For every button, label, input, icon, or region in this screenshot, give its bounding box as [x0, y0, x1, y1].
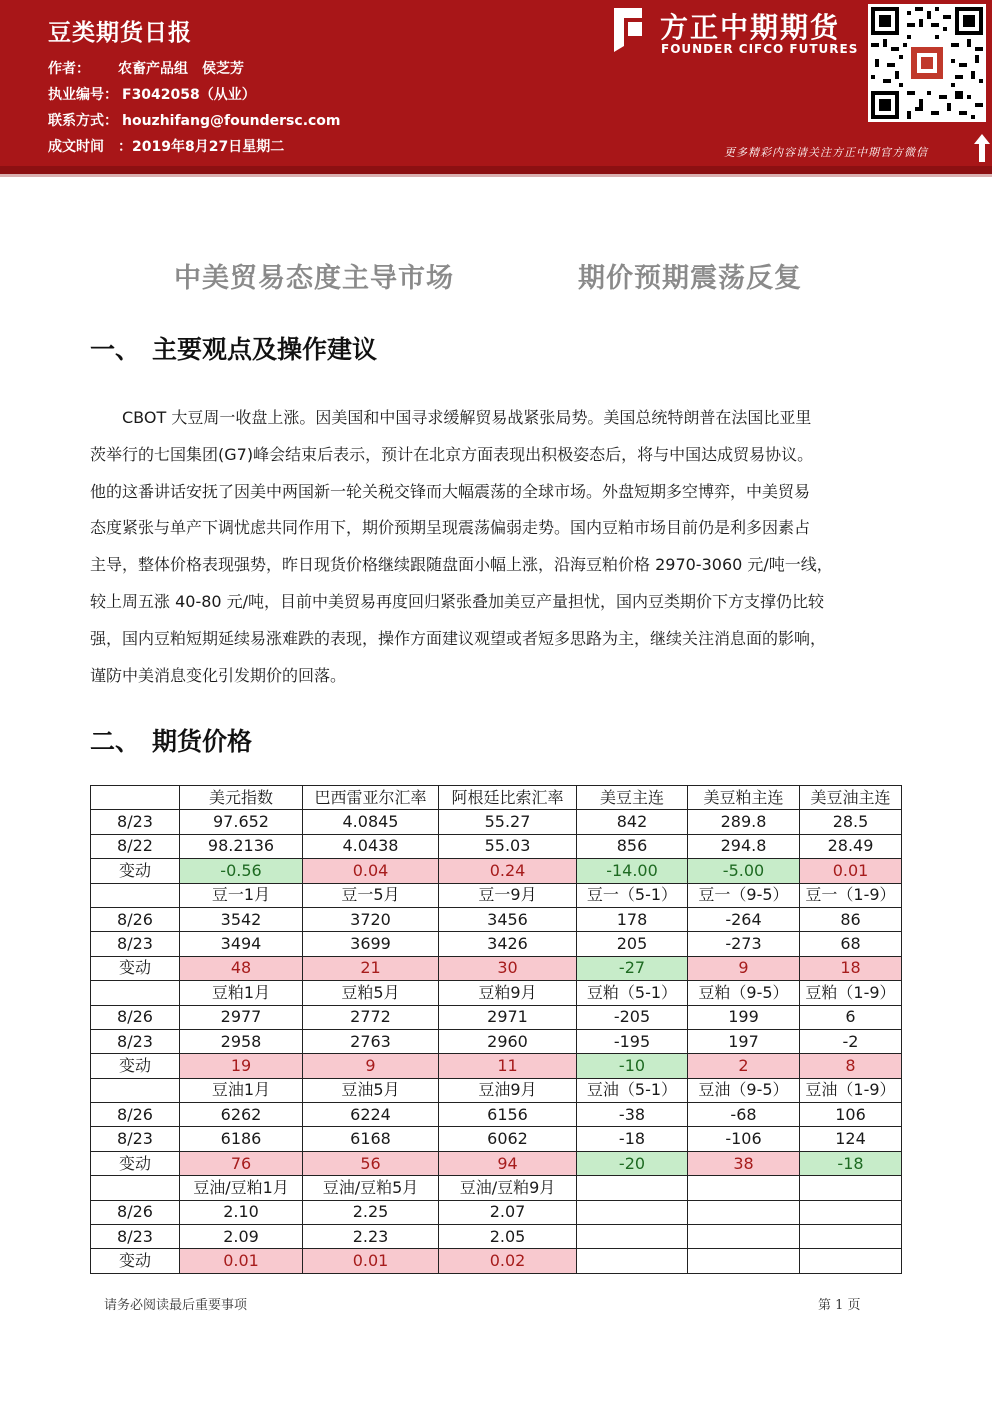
table-cell: 阿根廷比索汇率	[439, 786, 577, 810]
header-divider	[0, 166, 992, 174]
table-cell: 豆油（1-9）	[800, 1078, 902, 1102]
paragraph-line: 茨举行的七国集团(G7)峰会结束后表示，预计在北京方面表现出积极姿态后，将与中国达成贸易协议。	[90, 444, 814, 464]
date-line	[48, 136, 284, 156]
headline-right: 期价预期震荡反复	[578, 263, 802, 294]
row-label-cell: 变动	[91, 956, 180, 980]
row-label-cell: 8/26	[91, 1103, 180, 1127]
table-cell: -264	[688, 907, 800, 931]
contact-line	[48, 110, 341, 130]
table-cell: 30	[439, 956, 577, 980]
row-label-cell	[91, 883, 180, 907]
table-cell: 0.01	[800, 859, 902, 883]
table-cell: 3720	[303, 907, 439, 931]
table-cell	[688, 1225, 800, 1249]
table-cell: 94	[439, 1151, 577, 1175]
table-cell: 6224	[303, 1103, 439, 1127]
contact-value[interactable]: houzhifang@foundersc.com	[122, 113, 341, 129]
row-label-cell: 变动	[91, 1151, 180, 1175]
license-value: F3042058（从业）	[122, 87, 256, 103]
table-cell	[688, 1249, 800, 1273]
table-cell: 豆油/豆粕1月	[180, 1176, 303, 1200]
author-label: 作者：	[48, 61, 90, 77]
table-cell: 豆粕（9-5）	[688, 981, 800, 1005]
table-cell: -205	[577, 1005, 688, 1029]
row-label-cell: 变动	[91, 859, 180, 883]
table-cell	[800, 1249, 902, 1273]
summary-paragraph	[90, 400, 900, 694]
table-cell: 0.01	[180, 1249, 303, 1273]
table-row	[91, 834, 902, 858]
table-cell: -5.00	[688, 859, 800, 883]
table-cell: 0.24	[439, 859, 577, 883]
brand-name-en: FOUNDER CIFCO FUTURES	[661, 42, 859, 56]
table-cell: 2960	[439, 1029, 577, 1053]
table-row	[91, 932, 902, 956]
table-cell: 3456	[439, 907, 577, 931]
table-cell: 55.27	[439, 810, 577, 834]
table-cell: 98.2136	[180, 834, 303, 858]
table-row	[91, 810, 902, 834]
table-cell: 豆油5月	[303, 1078, 439, 1102]
table-cell: 豆油（5-1）	[577, 1078, 688, 1102]
table-cell: -10	[577, 1054, 688, 1078]
table-cell: 豆一9月	[439, 883, 577, 907]
table-cell	[800, 1225, 902, 1249]
row-label-cell	[91, 786, 180, 810]
paragraph-line: CBOT 大豆周一收盘上涨。因美国和中国寻求缓解贸易战紧张局势。美国总统特朗普在法国比亚里	[90, 408, 812, 427]
table-row	[91, 1200, 902, 1224]
table-cell: 2977	[180, 1005, 303, 1029]
table-row	[91, 1176, 902, 1200]
table-cell: 28.5	[800, 810, 902, 834]
table-cell: 28.49	[800, 834, 902, 858]
license-label: 执业编号：	[48, 87, 118, 103]
table-row	[91, 1005, 902, 1029]
table-cell: 8	[800, 1054, 902, 1078]
table-cell: 86	[800, 907, 902, 931]
founder-logo-icon	[604, 6, 644, 54]
table-cell: 6156	[439, 1103, 577, 1127]
table-cell: -68	[688, 1103, 800, 1127]
table-cell: 豆一5月	[303, 883, 439, 907]
table-cell: 0.02	[439, 1249, 577, 1273]
table-cell: 豆粕（5-1）	[577, 981, 688, 1005]
table-cell: 美豆粕主连	[688, 786, 800, 810]
table-cell: 178	[577, 907, 688, 931]
price-table-body	[91, 786, 902, 1274]
table-cell: 3542	[180, 907, 303, 931]
table-row	[91, 1054, 902, 1078]
row-label-cell: 8/23	[91, 1225, 180, 1249]
table-row	[91, 1225, 902, 1249]
table-cell: -2	[800, 1029, 902, 1053]
table-cell: 豆粕1月	[180, 981, 303, 1005]
row-label-cell: 8/26	[91, 1005, 180, 1029]
table-cell: -18	[800, 1151, 902, 1175]
row-label-cell	[91, 1078, 180, 1102]
table-cell: -20	[577, 1151, 688, 1175]
table-cell: 豆一1月	[180, 883, 303, 907]
headline-left: 中美贸易态度主导市场	[174, 263, 454, 294]
table-cell: 0.04	[303, 859, 439, 883]
row-label-cell: 8/23	[91, 810, 180, 834]
table-cell: 2.25	[303, 1200, 439, 1224]
license-line	[48, 84, 256, 104]
table-cell: 2.07	[439, 1200, 577, 1224]
table-cell: 3494	[180, 932, 303, 956]
author-line	[48, 58, 244, 78]
table-row	[91, 1249, 902, 1273]
table-cell	[688, 1200, 800, 1224]
table-cell: 豆一（1-9）	[800, 883, 902, 907]
table-cell: 豆粕9月	[439, 981, 577, 1005]
table-cell: -18	[577, 1127, 688, 1151]
table-cell: 56	[303, 1151, 439, 1175]
table-cell: 2.23	[303, 1225, 439, 1249]
table-row	[91, 956, 902, 980]
author-value: 农畜产品组 侯芝芳	[118, 61, 244, 77]
paragraph-line: 态度紧张与单产下调忧虑共同作用下，期价预期呈现震荡偏弱走势。国内豆粕市场目前仍是利多因素占	[90, 518, 811, 538]
row-label-cell	[91, 981, 180, 1005]
table-cell: 6186	[180, 1127, 303, 1151]
table-cell: 2971	[439, 1005, 577, 1029]
slogan-text: 更多精彩内容请关注方正中期官方微信	[724, 146, 928, 159]
section-1-heading	[90, 330, 377, 366]
table-cell	[577, 1176, 688, 1200]
section-1-number: 一、	[90, 335, 141, 364]
table-cell: 豆油（9-5）	[688, 1078, 800, 1102]
report-title: 豆类期货日报	[48, 20, 192, 46]
table-cell: 9	[303, 1054, 439, 1078]
table-cell: 4.0845	[303, 810, 439, 834]
paragraph-line: 强，国内豆粕短期延续易涨难跌的表现，操作方面建议观望或者短多思路为主，继续关注消息面的影响，	[90, 628, 827, 648]
paragraph-line: 谨防中美消息变化引发期价的回落。	[90, 665, 347, 685]
table-cell: 19	[180, 1054, 303, 1078]
table-cell: 55.03	[439, 834, 577, 858]
paragraph-line: 主导，整体价格表现强势，昨日现货价格继续跟随盘面小幅上涨，沿海豆粕价格 2970-3060 元/吨一线，	[90, 555, 833, 575]
table-cell: 6	[800, 1005, 902, 1029]
row-label-cell: 8/26	[91, 1200, 180, 1224]
table-cell	[577, 1225, 688, 1249]
table-cell: 2.10	[180, 1200, 303, 1224]
table-cell: 294.8	[688, 834, 800, 858]
table-cell: 美豆油主连	[800, 786, 902, 810]
paragraph-line: 较上周五涨 40-80 元/吨，目前中美贸易再度回归紧张叠加美豆产量担忧，国内豆类期价下方支撑仍比较	[90, 591, 825, 611]
table-cell: -273	[688, 932, 800, 956]
table-cell: 6168	[303, 1127, 439, 1151]
date-value: ：2019年8月27日星期二	[118, 139, 285, 155]
section-2-heading	[90, 722, 252, 758]
table-cell: 21	[303, 956, 439, 980]
table-row	[91, 1127, 902, 1151]
table-row	[91, 907, 902, 931]
table-cell: 0.01	[303, 1249, 439, 1273]
contact-label: 联系方式：	[48, 113, 118, 129]
table-row	[91, 883, 902, 907]
futures-price-table	[90, 785, 902, 1274]
table-cell: -14.00	[577, 859, 688, 883]
footer-notice: 请务必阅读最后重要事项	[104, 1298, 248, 1313]
table-cell: 3426	[439, 932, 577, 956]
section-2-number: 二、	[90, 727, 141, 756]
table-cell: 9	[688, 956, 800, 980]
brand-name-cn: 方正中期期货	[660, 11, 841, 44]
table-cell	[688, 1176, 800, 1200]
table-cell: 豆一（9-5）	[688, 883, 800, 907]
table-cell: 289.8	[688, 810, 800, 834]
table-cell: 豆油9月	[439, 1078, 577, 1102]
table-cell: 2772	[303, 1005, 439, 1029]
table-cell: 4.0438	[303, 834, 439, 858]
table-cell: 856	[577, 834, 688, 858]
table-cell: 124	[800, 1127, 902, 1151]
report-header	[0, 0, 992, 166]
row-label-cell: 8/23	[91, 1029, 180, 1053]
table-cell: 2763	[303, 1029, 439, 1053]
table-cell: 38	[688, 1151, 800, 1175]
table-cell: 97.652	[180, 810, 303, 834]
table-cell	[800, 1200, 902, 1224]
table-row	[91, 859, 902, 883]
table-cell: 11	[439, 1054, 577, 1078]
table-cell: -27	[577, 956, 688, 980]
section-1-title: 主要观点及操作建议	[152, 335, 378, 364]
qr-code-icon	[868, 4, 986, 122]
section-2-title: 期货价格	[152, 727, 253, 756]
table-cell: 豆粕（1-9）	[800, 981, 902, 1005]
row-label-cell: 8/22	[91, 834, 180, 858]
date-label: 成文时间	[48, 139, 104, 155]
page-number: 第 1 页	[818, 1298, 861, 1313]
table-cell: 6262	[180, 1103, 303, 1127]
table-cell: -38	[577, 1103, 688, 1127]
table-cell: 842	[577, 810, 688, 834]
table-cell: -106	[688, 1127, 800, 1151]
table-cell: 2958	[180, 1029, 303, 1053]
table-cell: 18	[800, 956, 902, 980]
table-cell: 豆油1月	[180, 1078, 303, 1102]
table-row	[91, 1078, 902, 1102]
table-row	[91, 1103, 902, 1127]
table-cell: 豆粕5月	[303, 981, 439, 1005]
arrow-up-icon	[974, 134, 990, 162]
table-cell: 48	[180, 956, 303, 980]
row-label-cell: 8/23	[91, 932, 180, 956]
table-row	[91, 786, 902, 810]
table-cell: 199	[688, 1005, 800, 1029]
table-cell: 6062	[439, 1127, 577, 1151]
row-label-cell: 变动	[91, 1054, 180, 1078]
header-divider-light	[0, 174, 992, 177]
table-cell: 3699	[303, 932, 439, 956]
table-cell: 205	[577, 932, 688, 956]
table-cell: 2.05	[439, 1225, 577, 1249]
table-cell: 豆一（5-1）	[577, 883, 688, 907]
table-cell: 2.09	[180, 1225, 303, 1249]
row-label-cell: 8/26	[91, 907, 180, 931]
table-row	[91, 1151, 902, 1175]
table-cell: 美元指数	[180, 786, 303, 810]
table-cell: 197	[688, 1029, 800, 1053]
table-cell	[577, 1200, 688, 1224]
table-cell: 豆油/豆粕9月	[439, 1176, 577, 1200]
table-cell: 106	[800, 1103, 902, 1127]
table-cell: -0.56	[180, 859, 303, 883]
table-cell: -195	[577, 1029, 688, 1053]
paragraph-line: 他的这番讲话安抚了因美中两国新一轮关税交锋而大幅震荡的全球市场。外盘短期多空博弈，中美贸易	[90, 481, 811, 501]
table-cell: 巴西雷亚尔汇率	[303, 786, 439, 810]
table-row	[91, 1029, 902, 1053]
table-cell: 76	[180, 1151, 303, 1175]
table-cell	[577, 1249, 688, 1273]
table-cell: 68	[800, 932, 902, 956]
row-label-cell	[91, 1176, 180, 1200]
table-cell: 豆油/豆粕5月	[303, 1176, 439, 1200]
table-cell: 2	[688, 1054, 800, 1078]
row-label-cell: 8/23	[91, 1127, 180, 1151]
table-cell	[800, 1176, 902, 1200]
table-row	[91, 981, 902, 1005]
table-cell: 美豆主连	[577, 786, 688, 810]
row-label-cell: 变动	[91, 1249, 180, 1273]
